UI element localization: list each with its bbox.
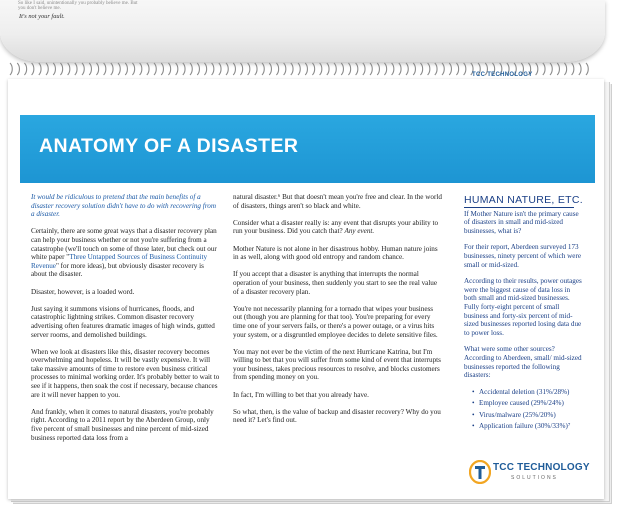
flipped-page-logo: TCC TECHNOLOGY (472, 72, 533, 78)
spiral-ring (557, 63, 559, 75)
flipped-page-text-2: you don't believe me. (18, 6, 61, 11)
paragraph: Just saying it summons visions of hurricanes, floods, and catastrophic lightning strikes. Common disaster recovery advertising often features dramatic images of high winds, gutted server rooms, and demolished buildings. (31, 304, 215, 339)
sidebar-heading: HUMAN NATURE, ETC. (464, 194, 583, 206)
spiral-ring (420, 63, 422, 75)
spiral-ring (60, 63, 62, 75)
spiral-ring (75, 63, 77, 75)
spiral-ring (68, 63, 70, 75)
spiral-ring (341, 63, 343, 75)
spiral-ring (96, 63, 98, 75)
sidebar-paragraph: For their report, Aberdeen surveyed 173 businesses, ninety percent of which were small or mid-sized. (464, 243, 581, 269)
spiral-ring (82, 63, 84, 75)
spiral-ring (536, 63, 538, 75)
company-logo (469, 457, 599, 489)
paragraph (233, 219, 443, 236)
spiral-ring (24, 63, 26, 75)
spiral-ring (168, 63, 170, 75)
spiral-ring (543, 63, 545, 75)
logo-subtitle: SOLUTIONS (511, 475, 558, 481)
spiral-ring (190, 63, 192, 75)
paragraph-text: Consider what a disaster really is: any event that disrupts your ability to run your business. Did you catch that? (233, 218, 439, 236)
title-banner (20, 115, 595, 183)
paragraph: Disaster, however, is a loaded word. (31, 287, 135, 296)
disaster-list (464, 388, 584, 431)
spiral-ring (248, 63, 250, 75)
spiral-ring (219, 63, 221, 75)
spiral-ring (428, 63, 430, 75)
spiral-ring (356, 63, 358, 75)
spiral-ring (572, 63, 574, 75)
spiral-ring (327, 63, 329, 75)
spiral-ring (564, 63, 566, 75)
spiral-ring (370, 63, 372, 75)
spiral-ring (312, 63, 314, 75)
spiral-ring (204, 63, 206, 75)
spiral-ring (125, 63, 127, 75)
column-left (31, 193, 221, 451)
emphasis-text: Any event. (344, 227, 375, 236)
sidebar-divider (464, 207, 574, 208)
spiral-ring (377, 63, 379, 75)
spiral-ring (320, 63, 322, 75)
spiral-ring (363, 63, 365, 75)
paragraph: You're not necessarily planning for a tornado that wipes your business out (though you are planning for that too). You're preparing for every time one of your servers fails, or there's a power outage, or a virus hits your system, or a disgruntled employee decides to delete sensitive files. (233, 304, 438, 339)
list-item: • Accidental deletion (31%/28%) (472, 388, 584, 397)
spiral-ring (154, 63, 156, 75)
spiral-ring (255, 63, 257, 75)
spiral-ring (233, 63, 235, 75)
spiral-ring (176, 63, 178, 75)
spiral-ring (262, 63, 264, 75)
spiral-ring (291, 63, 293, 75)
spiral-ring (161, 63, 163, 75)
spiral-ring (212, 63, 214, 75)
spiral-ring (284, 63, 286, 75)
sidebar-paragraph: According to their results, power outages were the biggest cause of data loss in both small and mid-sized businesses. Fully forty-eight percent of small business and forty-six percent of mid-sized businesses reported losing data due to power loss. (464, 277, 582, 337)
spiral-ring (449, 63, 451, 75)
spiral-ring (111, 63, 113, 75)
spiral-ring (147, 63, 149, 75)
spiral-ring (89, 63, 91, 75)
paragraph: If you accept that a disaster is anything that interrupts the normal operation of your business, then suddenly you start to see the real value of a disaster recovery plan. (233, 270, 438, 296)
paragraph: You may not ever be the victim of the next Hurricane Katrina, but I'm willing to bet that you will suffer from some kind of event that interrupts your business, takes precious resources to resolve, and blocks customers from spending money on you. (233, 347, 441, 382)
spiral-ring (118, 63, 120, 75)
sidebar-paragraph: What were some other sources? According to Aberdeen, small/ mid-sized businesses reported the following disasters: (464, 345, 582, 380)
paragraph: So what, then, is the value of backup and disaster recovery? Why do you need it? Let's find out. (233, 407, 441, 425)
spiral-ring (464, 63, 466, 75)
spiral-ring (276, 63, 278, 75)
spiral-ring (413, 63, 415, 75)
spiral-ring (10, 63, 12, 75)
spiral-ring (406, 63, 408, 75)
spiral-ring (334, 63, 336, 75)
logo-mark-icon (469, 460, 491, 484)
paragraph: Mother Nature is not alone in her disastrous hobby. Human nature joins in as well, along with good old entropy and random chance. (233, 244, 438, 262)
white-paper-link[interactable]: Three Untapped Sources of Business Continuity Revenue (31, 253, 208, 270)
spiral-ring (435, 63, 437, 75)
spiral-ring (140, 63, 142, 75)
spiral-ring (197, 63, 199, 75)
paragraph: And frankly, when it comes to natural disasters, you're probably right. According to a 2011 report by the Aberdeen Group, only five percent of small businesses and nine percent of mid-sized business reported data loss from a (31, 407, 214, 442)
spiral-ring (46, 63, 48, 75)
spiral-ring (53, 63, 55, 75)
flipped-page (0, 0, 605, 62)
spiral-ring (348, 63, 350, 75)
spiral-ring (586, 63, 588, 75)
sidebar (464, 193, 584, 434)
paragraph (31, 227, 221, 279)
spiral-ring (32, 63, 34, 75)
paragraph: In fact, I'm willing to bet that you already have. (233, 390, 369, 399)
spiral-ring (392, 63, 394, 75)
paragraph-text: " for more ideas), but obviously disaster recovery is about the disaster. (31, 261, 204, 279)
sidebar-paragraph: If Mother Nature isn't the primary cause of disasters in small and mid-sized businesses, what is? (464, 209, 579, 235)
spiral-ring (579, 63, 581, 75)
list-item: • Application failure (30%/33%)⁷ (472, 422, 584, 431)
list-item: • Virus/malware (25%/20%) (472, 411, 584, 420)
spiral-ring (39, 63, 41, 75)
column-middle (233, 193, 443, 434)
spiral-ring (442, 63, 444, 75)
paragraph-text: Certainly, there are some great ways that a disaster recovery plan can help your business whether or not you're suffering from a catastrophe (we'll touch on some of those later, but check out our white paper " (31, 227, 217, 262)
spiral-ring (305, 63, 307, 75)
document-page (8, 79, 604, 499)
spiral-ring (399, 63, 401, 75)
spiral-ring (183, 63, 185, 75)
logo-name: TCC TECHNOLOGY (493, 462, 590, 473)
page-title: ANATOMY OF A DISASTER (39, 135, 299, 157)
spiral-ring (240, 63, 242, 75)
list-item: • Employee caused (29%/24%) (472, 399, 584, 408)
intro-paragraph: It would be ridiculous to pretend that the main benefits of a disaster recovery solution didn't have to do with recovering from a disaster. (31, 193, 216, 219)
paragraph: natural disaster.⁶ But that doesn't mean you're free and clear. In the world of disasters, things aren't so black and white. (233, 193, 442, 210)
spiral-ring (550, 63, 552, 75)
spiral-ring (226, 63, 228, 75)
spiral-ring (104, 63, 106, 75)
spiral-ring (384, 63, 386, 75)
flipped-page-text-1: So like I said, unintentionally you probably believe me. But (18, 1, 138, 6)
flipped-page-fault-line: It's not your fault. (19, 13, 65, 20)
spiral-ring (17, 63, 19, 75)
spiral-ring (298, 63, 300, 75)
spiral-ring (456, 63, 458, 75)
paragraph: When we look at disasters like this, disaster recovery becomes overwhelming and hopeless. It will be vastly expensive. It will take massive amounts of time to restore even business critical processes to minimal working order. It's probably better to wait to see if it happens, then soak the cost if necessary, because chances are it will never happen to you. (31, 347, 220, 399)
spiral-ring (132, 63, 134, 75)
spiral-ring (269, 63, 271, 75)
